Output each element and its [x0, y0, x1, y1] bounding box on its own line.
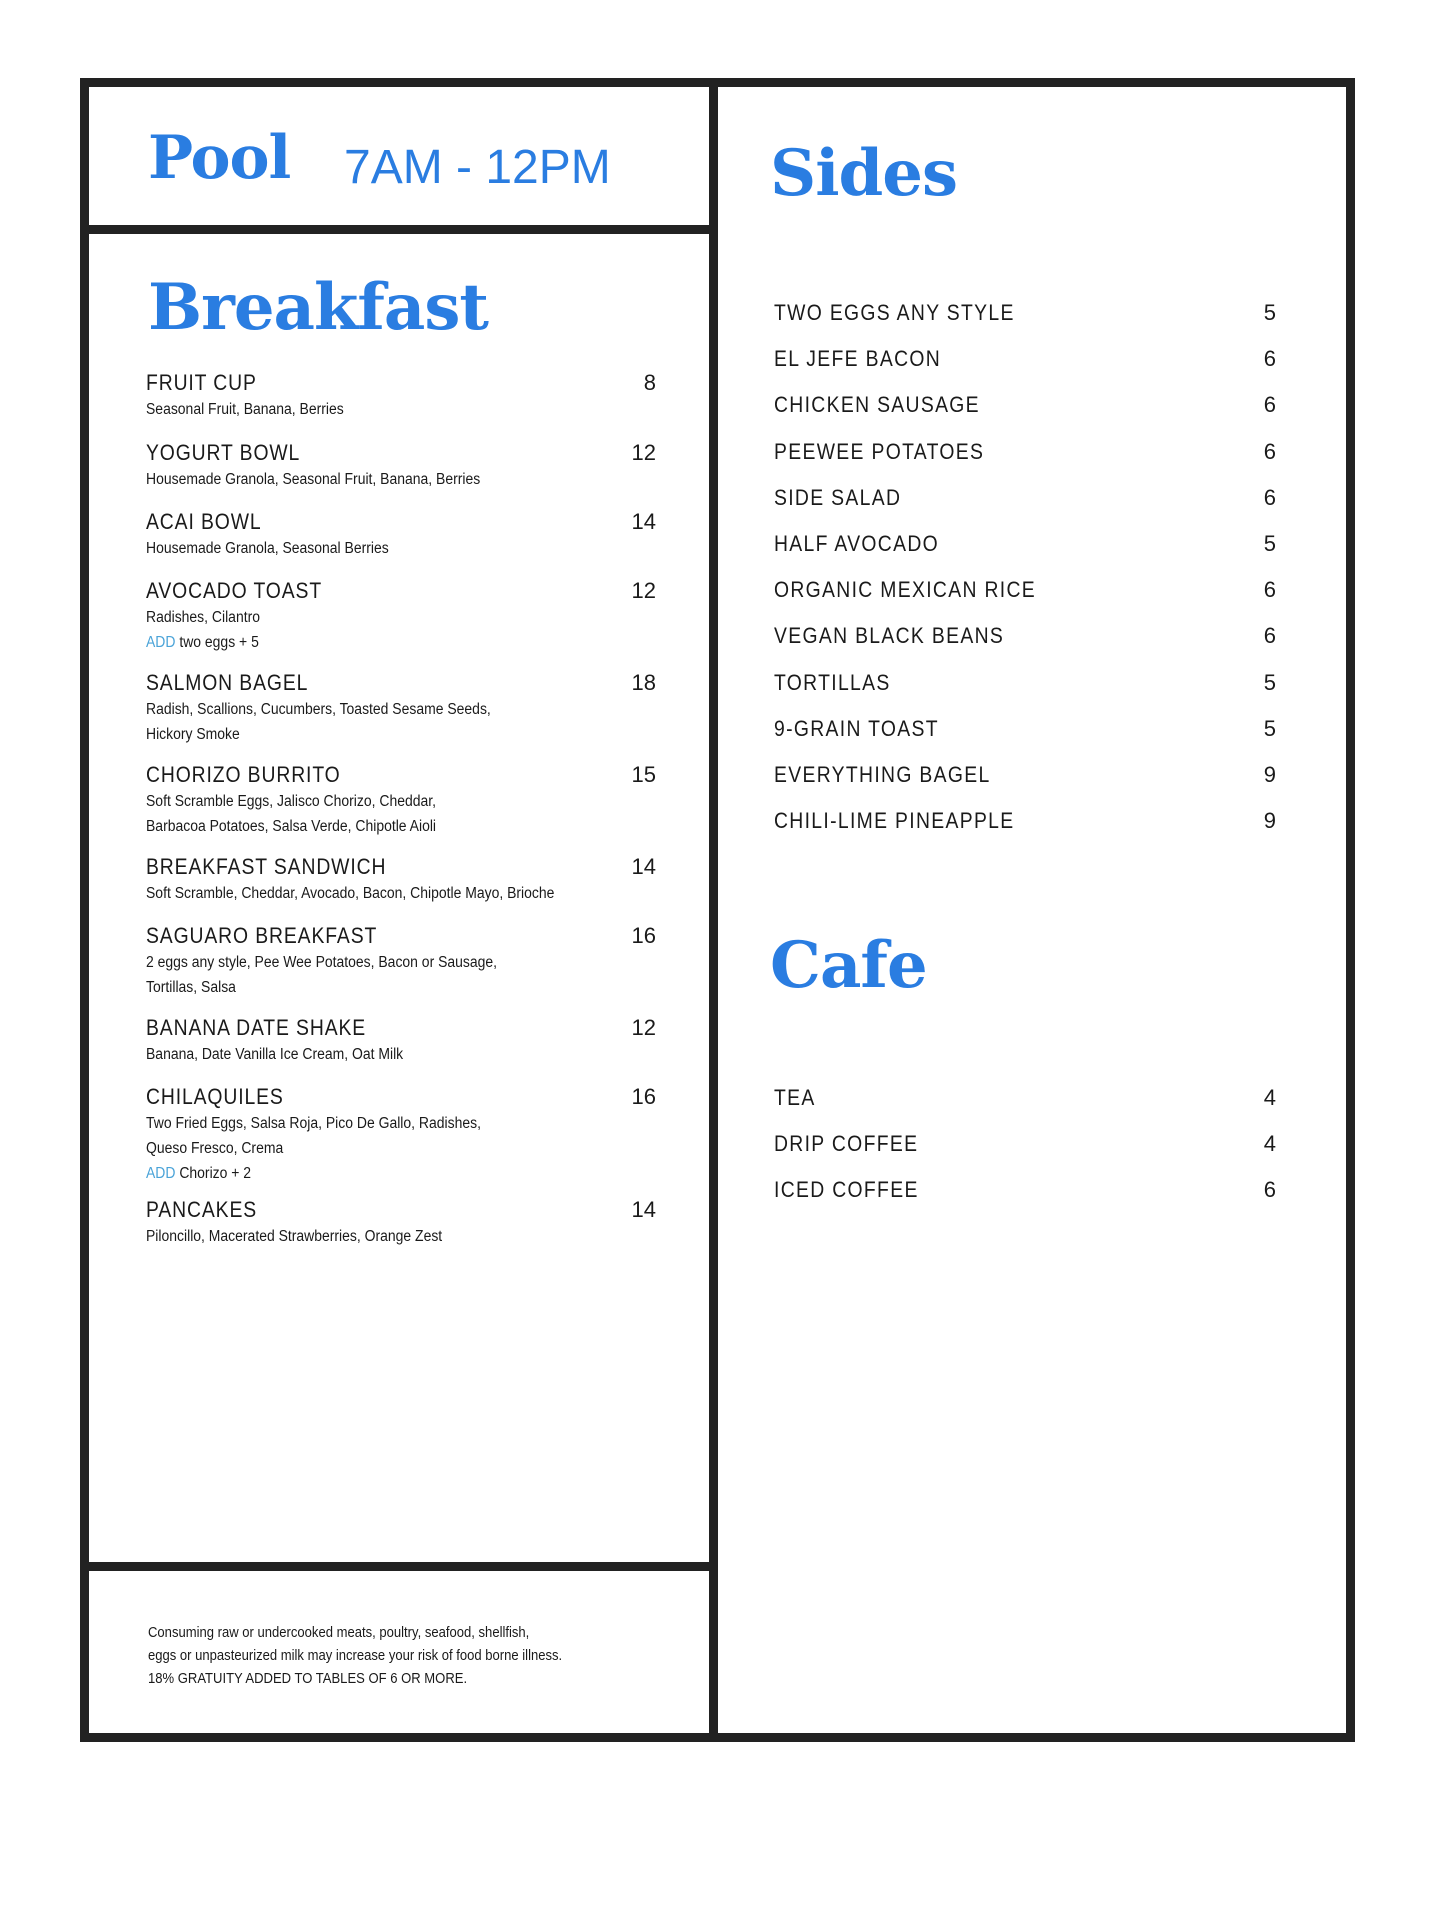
item-name: PEEWEE POTATOES — [774, 438, 985, 464]
menu-item — [146, 854, 656, 905]
item-price: 14 — [631, 1197, 656, 1222]
item-description: Housemade Granola, Seasonal Fruit, Banana, Berries — [146, 471, 481, 488]
menu-item — [146, 923, 656, 999]
sides-heading: Sides — [770, 136, 958, 211]
item-description: Radishes, Cilantro — [146, 609, 260, 626]
item-name: BANANA DATE SHAKE — [146, 1015, 367, 1040]
item-name: VEGAN BLACK BEANS — [774, 623, 1005, 649]
item-description: Two Fried Eggs, Salsa Roja, Pico De Gallo, Radishes, — [146, 1115, 481, 1132]
item-price: 14 — [631, 854, 656, 879]
item-price: 9 — [1263, 808, 1276, 834]
item-description: Hickory Smoke — [146, 726, 240, 743]
item-description: Soft Scramble, Cheddar, Avocado, Bacon, Chipotle Mayo, Brioche — [146, 885, 555, 902]
menu-item — [146, 1015, 656, 1066]
cafe-item — [774, 1085, 1276, 1111]
addon-label: ADD — [146, 1165, 176, 1182]
header-divider — [80, 225, 718, 234]
item-name: SIDE SALAD — [774, 484, 902, 510]
item-price: 18 — [631, 670, 656, 695]
item-price: 9 — [1263, 762, 1276, 787]
footer-line: Consuming raw or undercooked meats, poultry, seafood, shellfish, — [148, 1625, 530, 1641]
item-price: 6 — [1263, 438, 1276, 464]
cafe-item — [774, 1177, 1276, 1203]
sides-item — [774, 670, 1276, 696]
sides-item — [774, 623, 1276, 649]
addon-label: ADD — [146, 634, 176, 651]
item-description: Radish, Scallions, Cucumbers, Toasted Sesame Seeds, — [146, 701, 491, 718]
item-price: 8 — [643, 370, 656, 395]
item-price: 6 — [1263, 623, 1276, 649]
item-addon — [146, 631, 605, 654]
footer-line: eggs or unpasteurized milk may increase your risk of food borne illness. — [148, 1648, 563, 1664]
sides-item — [774, 762, 1276, 788]
item-price: 12 — [631, 578, 656, 603]
item-description: Queso Fresco, Crema — [146, 1140, 284, 1157]
item-description: Piloncillo, Macerated Strawberries, Orange Zest — [146, 1228, 443, 1245]
menu-item — [146, 1084, 656, 1185]
item-name: EL JEFE BACON — [774, 346, 942, 372]
item-name: TEA — [774, 1085, 816, 1110]
item-name: CHILAQUILES — [146, 1084, 284, 1109]
menu-item — [146, 578, 656, 654]
item-description: Barbacoa Potatoes, Salsa Verde, Chipotle Aioli — [146, 818, 437, 835]
column-divider — [709, 78, 718, 1742]
item-description: Housemade Granola, Seasonal Berries — [146, 540, 389, 557]
item-name: TORTILLAS — [774, 669, 891, 695]
item-name: ACAI BOWL — [146, 509, 262, 534]
item-name: SALMON BAGEL — [146, 670, 309, 695]
item-description: Banana, Date Vanilla Ice Cream, Oat Milk — [146, 1046, 404, 1063]
item-name: FRUIT CUP — [146, 370, 257, 395]
addon-text: Chorizo + 2 — [175, 1165, 252, 1182]
footer-disclaimer — [148, 1622, 562, 1691]
item-name: TWO EGGS ANY STYLE — [774, 300, 1015, 325]
sides-item — [774, 808, 1276, 834]
item-name: CHORIZO BURRITO — [146, 762, 341, 787]
menu-item — [146, 370, 656, 421]
item-name: SAGUARO BREAKFAST — [146, 923, 378, 948]
sides-item — [774, 392, 1276, 418]
item-name: HALF AVOCADO — [774, 531, 940, 556]
item-price: 4 — [1263, 1085, 1276, 1110]
menu-item — [146, 440, 656, 491]
item-price: 6 — [1263, 392, 1276, 418]
footer-divider — [80, 1562, 718, 1571]
item-name: ORGANIC MEXICAN RICE — [774, 577, 1036, 603]
sides-item — [774, 346, 1276, 372]
item-price: 4 — [1263, 1131, 1276, 1157]
breakfast-heading: Breakfast — [148, 270, 488, 345]
cafe-item — [774, 1131, 1276, 1157]
item-price: 5 — [1263, 669, 1276, 695]
item-name: PANCAKES — [146, 1197, 258, 1222]
item-price: 12 — [631, 1015, 656, 1040]
menu-item — [146, 509, 656, 560]
item-name: ICED COFFEE — [774, 1177, 919, 1203]
item-price: 5 — [1263, 300, 1276, 325]
item-price: 16 — [631, 923, 656, 948]
footer-line: 18% GRATUITY ADDED TO TABLES OF 6 OR MORE. — [148, 1671, 468, 1687]
item-description: Soft Scramble Eggs, Jalisco Chorizo, Cheddar, — [146, 793, 436, 810]
item-description: 2 eggs any style, Pee Wee Potatoes, Bacon or Sausage, — [146, 954, 498, 971]
item-price: 16 — [631, 1084, 656, 1109]
item-price: 14 — [631, 509, 656, 534]
sides-item — [774, 300, 1276, 326]
hours-text: 7AM - 12PM — [344, 141, 611, 194]
item-price: 6 — [1263, 1177, 1276, 1203]
menu-item — [146, 762, 656, 838]
item-description: Tortillas, Salsa — [146, 979, 236, 996]
menu-item — [146, 1197, 656, 1248]
cafe-heading: Cafe — [770, 928, 927, 1003]
venue-title: Pool — [148, 123, 291, 193]
item-price: 12 — [631, 440, 656, 465]
item-price: 5 — [1263, 531, 1276, 556]
item-name: CHILI-LIME PINEAPPLE — [774, 808, 1015, 834]
item-price: 15 — [631, 762, 656, 787]
item-price: 6 — [1263, 346, 1276, 372]
item-name: DRIP COFFEE — [774, 1131, 919, 1157]
item-name: BREAKFAST SANDWICH — [146, 854, 387, 879]
item-addon — [146, 1162, 605, 1185]
sides-item — [774, 716, 1276, 742]
item-description: Seasonal Fruit, Banana, Berries — [146, 401, 344, 418]
menu-item — [146, 670, 656, 746]
sides-item — [774, 485, 1276, 511]
sides-item — [774, 439, 1276, 465]
sides-item — [774, 577, 1276, 603]
item-price: 6 — [1263, 577, 1276, 603]
item-name: EVERYTHING BAGEL — [774, 762, 991, 787]
item-price: 6 — [1263, 484, 1276, 510]
item-name: CHICKEN SAUSAGE — [774, 392, 980, 418]
item-price: 5 — [1263, 715, 1276, 741]
addon-text: two eggs + 5 — [175, 634, 259, 651]
item-name: YOGURT BOWL — [146, 440, 301, 465]
item-name: 9-GRAIN TOAST — [774, 715, 939, 741]
item-name: AVOCADO TOAST — [146, 578, 323, 603]
sides-item — [774, 531, 1276, 557]
